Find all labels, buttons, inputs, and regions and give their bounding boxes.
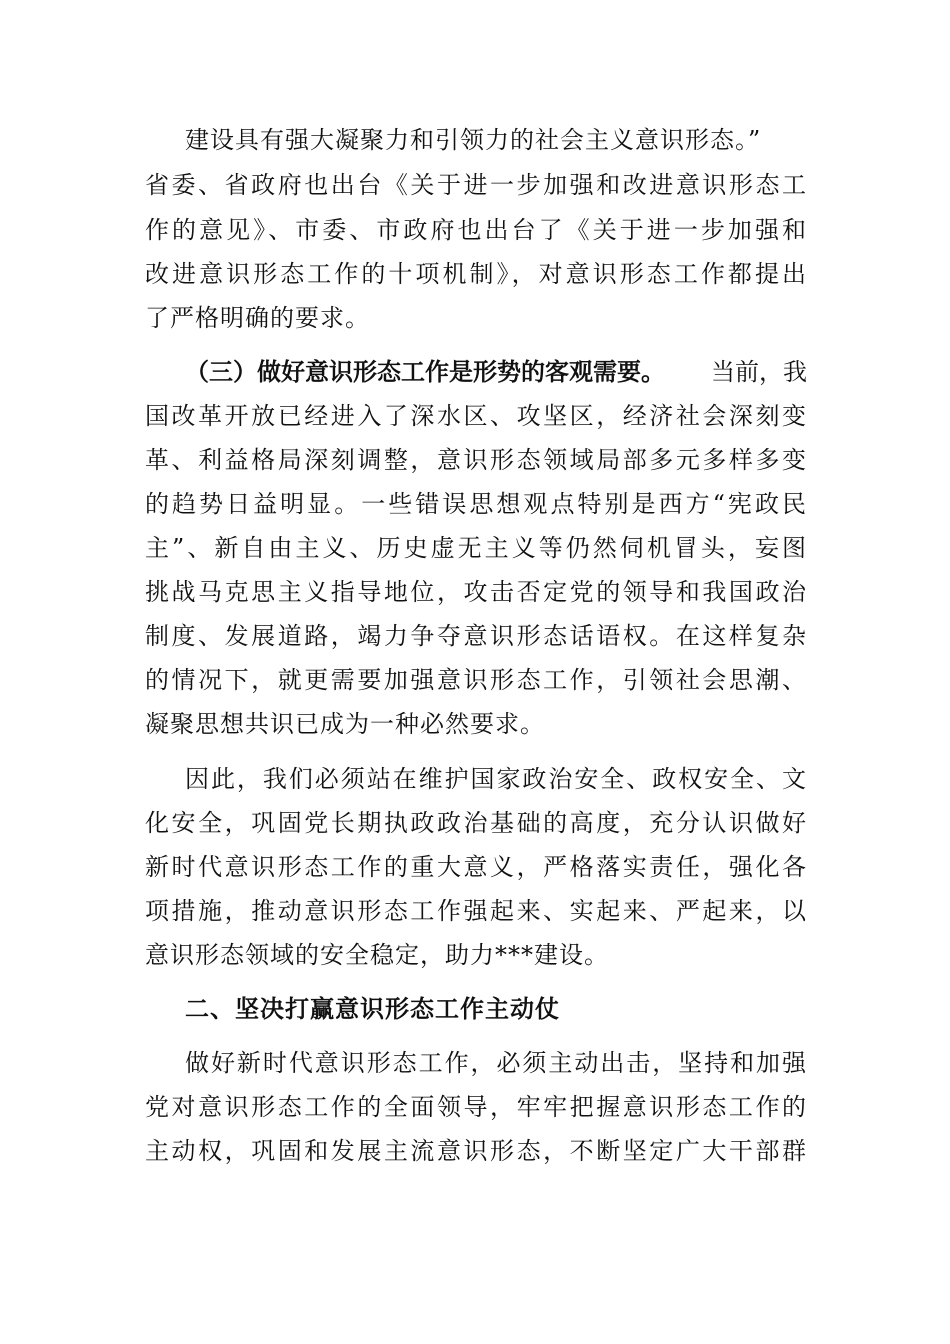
paragraph-line: 的趋势日益明显。一些错误思想观点特别是西方“宪政民 [145,490,807,518]
paragraph-line: 建设具有强大凝聚力和引领力的社会主义意识形态。” [185,126,762,154]
subheading-3: （三）做好意识形态工作是形势的客观需要。 [185,358,665,386]
paragraph-line: 作的意见》、市委、市政府也出台了《关于进一步加强和 [145,216,807,244]
paragraph-line: 国改革开放已经进入了深水区、攻坚区，经济社会深刻变 [145,402,807,430]
paragraph-line: 的情况下，就更需要加强意识形态工作，引领社会思潮、 [145,666,807,694]
paragraph-line: 革、利益格局深刻调整，意识形态领域局部多元多样多变 [145,446,807,474]
paragraph-text: 当前，我 [711,358,807,386]
paragraph-line: 主”、新自由主义、历史虚无主义等仍然伺机冒头，妄图 [145,534,807,562]
paragraph-line: 意识形态领域的安全稳定，助力***建设。 [145,941,609,969]
paragraph-line: 省委、省政府也出台《关于进一步加强和改进意识形态工 [145,171,807,199]
paragraph-line: 凝聚思想共识已成为一种必然要求。 [145,710,545,738]
paragraph-line: 制度、发展道路，竭力争夺意识形态话语权。在这样复杂 [145,622,807,650]
paragraph-line: 化安全，巩固党长期执政政治基础的高度，充分认识做好 [145,809,807,837]
paragraph-line: 改进意识形态工作的十项机制》，对意识形态工作都提出 [145,260,807,288]
paragraph-line: 了严格明确的要求。 [145,304,370,332]
paragraph-line: 党对意识形态工作的全面领导，牢牢把握意识形态工作的 [145,1093,807,1121]
paragraph-line: 做好新时代意识形态工作，必须主动出击，坚持和加强 [185,1049,807,1077]
subheading-line [185,349,807,395]
paragraph-line: 挑战马克思主义指导地位，攻击否定党的领导和我国政治 [145,578,807,606]
paragraph-line: 主动权，巩固和发展主流意识形态，不断坚定广大干部群 [145,1137,807,1165]
section-heading: 二、坚决打赢意识形态工作主动仗 [185,995,560,1023]
paragraph-line: 项措施，推动意识形态工作强起来、实起来、严起来，以 [145,897,807,925]
paragraph-line: 新时代意识形态工作的重大意义，严格落实责任，强化各 [145,853,807,881]
paragraph-line: 因此，我们必须站在维护国家政治安全、政权安全、文 [185,765,807,793]
